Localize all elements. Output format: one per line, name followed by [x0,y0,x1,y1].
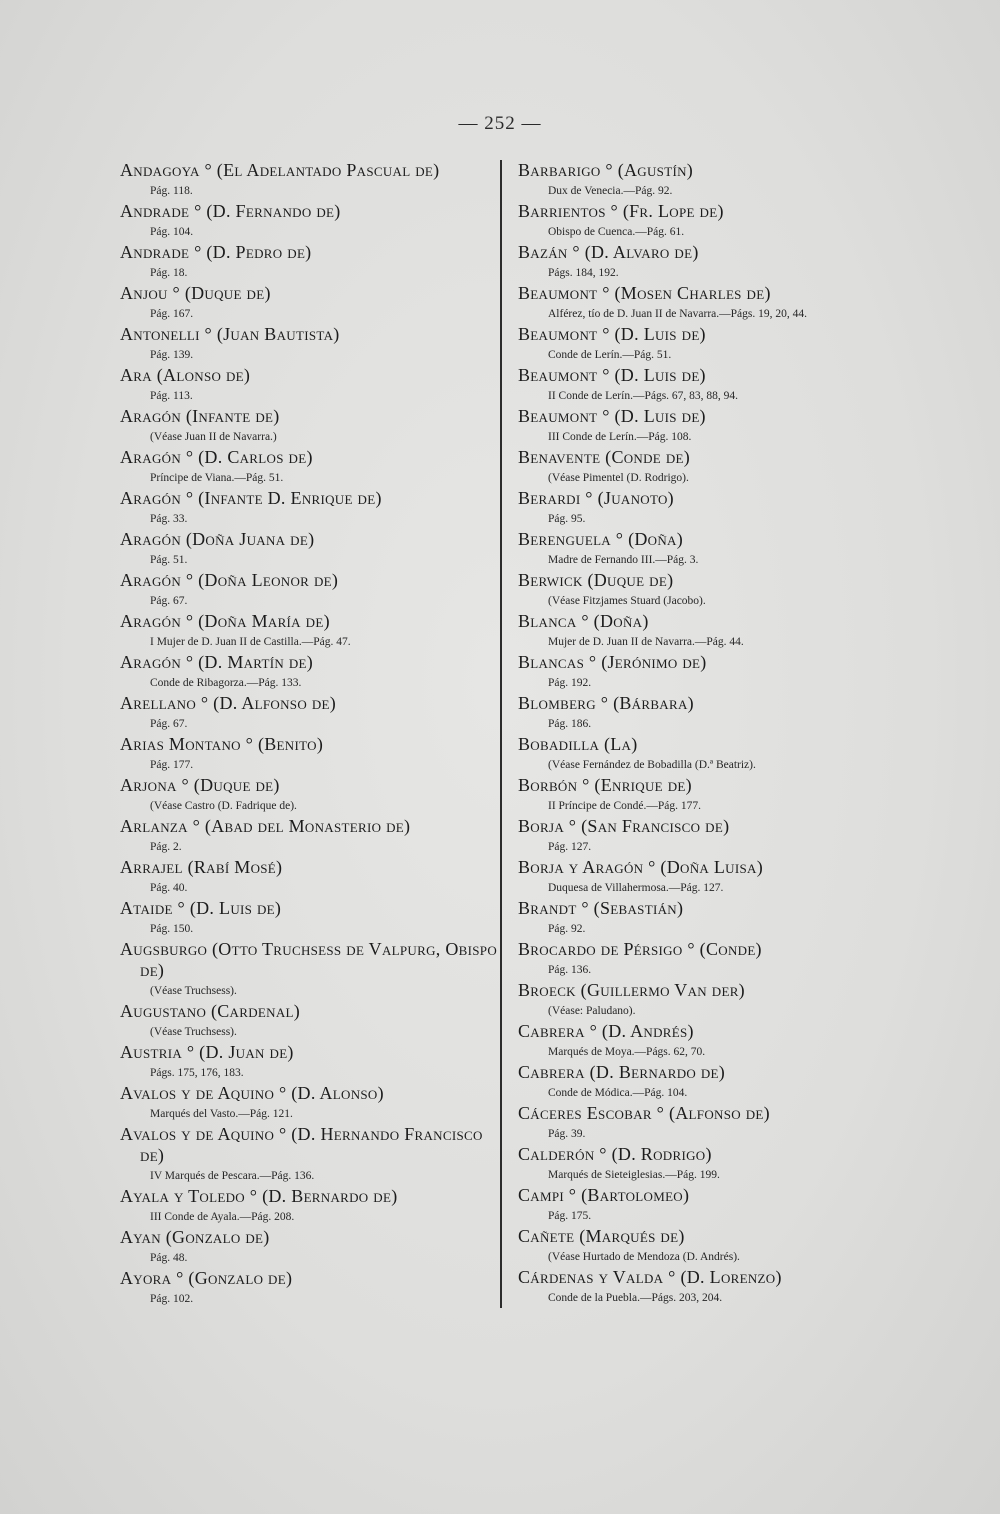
index-entry-heading: Beaumont ° (D. Luis de) [518,365,706,385]
index-entry [120,570,500,611]
index-entry [120,201,500,242]
index-entry [120,406,500,447]
index-entry-heading: Aragón (Doña Juana de) [120,529,315,549]
index-entry [518,447,918,488]
index-entry [120,1083,500,1124]
index-entry-reference: Pág. 167. [150,308,194,320]
index-entry [120,775,500,816]
index-entry [518,365,918,406]
index-entry-heading: Andrade ° (D. Pedro de) [120,242,312,262]
index-entry-reference: III Conde de Ayala.—Pág. 208. [150,1211,295,1223]
index-entry-heading: Cabrera ° (D. Andrés) [518,1021,694,1041]
index-entry-heading: Ayan (Gonzalo de) [120,1227,270,1247]
index-entry [120,529,500,570]
column-divider [500,160,502,1308]
index-entry-heading: Andrade ° (D. Fernando de) [120,201,341,221]
index-entry-heading: Borja y Aragón ° (Doña Luisa) [518,857,764,877]
index-entry-reference: Pág. 104. [150,226,194,238]
index-entry-reference: Pág. 177. [150,759,194,771]
index-entry-reference: Duquesa de Villahermosa.—Pág. 127. [548,882,724,894]
index-entry-reference: Madre de Fernando III.—Pág. 3. [548,554,699,566]
index-entry [518,529,918,570]
index-entry [518,324,918,365]
index-entry-reference: Alférez, tío de D. Juan II de Navarra.—Págs. 19, 20, 44. [548,308,807,320]
index-entry-reference: Marqués del Vasto.—Pág. 121. [150,1108,293,1120]
index-entry-heading: Augustano (Cardenal) [120,1001,301,1021]
index-entry [518,1021,918,1062]
index-entry [120,816,500,857]
index-column-left [120,160,500,1309]
index-entry-heading: Andagoya ° (El Adelantado Pascual de) [120,160,440,180]
index-entry-heading: Ara (Alonso de) [120,365,251,385]
index-entry-reference: Pág. 92. [548,923,586,935]
index-entry-reference: Marqués de Sieteiglesias.—Pág. 199. [548,1169,720,1181]
index-entry-reference: Conde de Ribagorza.—Pág. 133. [150,677,302,689]
index-entry-heading: Arjona ° (Duque de) [120,775,280,795]
index-entry [518,857,918,898]
index-entry [120,160,500,201]
page-number: — 252 — [458,113,542,134]
index-entry [518,1185,918,1226]
index-entry-reference: Pág. 102. [150,1293,194,1305]
index-entry-heading: Cárdenas y Valda ° (D. Lorenzo) [518,1267,782,1287]
index-entry-heading: Blomberg ° (Bárbara) [518,693,694,713]
index-entry [518,160,918,201]
index-entry-reference: (Véase Juan II de Navarra.) [150,431,277,443]
index-entry-heading: Ayala y Toledo ° (D. Bernardo de) [120,1186,398,1206]
index-entry-heading: Avalos y de Aquino ° (D. Alonso) [120,1083,384,1103]
index-entry-reference: II Príncipe de Condé.—Pág. 177. [548,800,701,812]
index-entry-heading: Benavente (Conde de) [518,447,691,467]
index-entry-reference: Conde de Módica.—Pág. 104. [548,1087,688,1099]
index-entry-heading: Aragón ° (D. Martín de) [120,652,314,672]
index-entry-reference: (Véase Castro (D. Fadrique de). [150,800,297,812]
index-entry-reference: IV Marqués de Pescara.—Pág. 136. [150,1170,315,1182]
index-entry-heading: Barbarigo ° (Agustín) [518,160,694,180]
index-entry-heading: Blanca ° (Doña) [518,611,649,631]
index-entry-heading: Bazán ° (D. Alvaro de) [518,242,699,262]
index-entry-heading: Anjou ° (Duque de) [120,283,271,303]
index-entry-heading: Ataide ° (D. Luis de) [120,898,282,918]
index-entry [518,898,918,939]
index-entry [120,898,500,939]
index-entry-reference: (Véase: Paludano). [548,1005,636,1017]
index-entry-reference: Pág. 33. [150,513,188,525]
index-entry [518,775,918,816]
index-entry-heading: Cabrera (D. Bernardo de) [518,1062,726,1082]
index-entry-heading: Ayora ° (Gonzalo de) [120,1268,293,1288]
index-entry [518,1144,918,1185]
index-column-right [518,160,918,1308]
index-entry [518,570,918,611]
index-entry-reference: Pág. 40. [150,882,188,894]
index-entry [120,324,500,365]
index-entry [120,488,500,529]
index-entry-reference: Pág. 18. [150,267,188,279]
index-entry [518,1226,918,1267]
index-entry-heading: Calderón ° (D. Rodrigo) [518,1144,712,1164]
index-entry-reference: Pág. 67. [150,595,188,607]
index-entry-heading: Broeck (Guillermo Van der) [518,980,745,1000]
index-entry [120,939,500,1001]
index-entry [120,734,500,775]
index-entry-reference: Pág. 48. [150,1252,188,1264]
index-entry-reference: Pág. 51. [150,554,188,566]
index-entry [120,611,500,652]
index-entry-heading: Arias Montano ° (Benito) [120,734,324,754]
index-entry-heading: Blancas ° (Jerónimo de) [518,652,707,672]
index-entry [518,816,918,857]
index-entry [518,693,918,734]
index-entry-heading: Cañete (Marqués de) [518,1226,685,1246]
index-entry-reference: Pág. 67. [150,718,188,730]
index-entry [120,365,500,406]
index-entry-reference: Pág. 186. [548,718,592,730]
index-entry-reference: II Conde de Lerín.—Págs. 67, 83, 88, 94. [548,390,739,402]
index-entry-heading: Campi ° (Bartolomeo) [518,1185,690,1205]
index-entry [518,652,918,693]
index-entry-reference: Pág. 118. [150,185,193,197]
index-entry-reference: Pág. 139. [150,349,194,361]
index-entry-reference: Pág. 113. [150,390,193,402]
index-entry [120,1186,500,1227]
index-entry-reference: Pág. 136. [548,964,592,976]
index-entry-heading: Beaumont ° (D. Luis de) [518,324,706,344]
index-entry-reference: (Véase Fitzjames Stuard (Jacobo). [548,595,706,607]
index-entry-heading: Aragón ° (Doña Leonor de) [120,570,339,590]
index-entry [120,242,500,283]
index-entry-reference: Pág. 95. [548,513,586,525]
index-entry-reference: Pág. 192. [548,677,592,689]
index-entry-heading: Aragón ° (Infante D. Enrique de) [120,488,382,508]
index-entry-reference: Pág. 175. [548,1210,592,1222]
index-entry-heading: Arrajel (Rabí Mosé) [120,857,283,877]
index-entry-heading: Bobadilla (La) [518,734,638,754]
index-entry-reference: Mujer de D. Juan II de Navarra.—Pág. 44. [548,636,744,648]
index-entry-reference: (Véase Pimentel (D. Rodrigo). [548,472,689,484]
index-entry [120,857,500,898]
index-entry [518,488,918,529]
index-entry [120,1042,500,1083]
index-entry-reference: (Véase Hurtado de Mendoza (D. Andrés). [548,1251,740,1263]
index-entry [120,1268,500,1309]
index-entry-heading: Augsburgo (Otto Truchsess de Valpurg, Obispo de) [120,939,498,980]
index-entry [120,693,500,734]
index-entry [518,1267,918,1308]
index-entry [120,283,500,324]
index-entry-reference: Págs. 175, 176, 183. [150,1067,244,1079]
index-entry-heading: Barrientos ° (Fr. Lope de) [518,201,724,221]
index-entry [518,980,918,1021]
index-entry-heading: Berardi ° (Juanoto) [518,488,674,508]
index-entry-heading: Antonelli ° (Juan Bautista) [120,324,340,344]
index-entry-heading: Avalos y de Aquino ° (D. Hernando Francisco de) [120,1124,483,1165]
index-entry [518,734,918,775]
index-entry-reference: Pág. 2. [150,841,182,853]
index-entry [120,447,500,488]
index-entry-reference: Pág. 127. [548,841,592,853]
index-entry-heading: Brandt ° (Sebastián) [518,898,684,918]
index-entry-reference: (Véase Fernández de Bobadilla (D.ª Beatriz). [548,759,756,771]
index-entry-reference: (Véase Truchsess). [150,1026,237,1038]
index-entry-reference: Dux de Venecia.—Pág. 92. [548,185,673,197]
index-entry-reference: Pág. 39. [548,1128,586,1140]
index-entry-reference: Pág. 150. [150,923,194,935]
index-entry-heading: Cáceres Escobar ° (Alfonso de) [518,1103,770,1123]
index-entry-reference: (Véase Truchsess). [150,985,237,997]
index-entry-heading: Brocardo de Pérsigo ° (Conde) [518,939,762,959]
index-entry [120,1124,500,1186]
index-entry-heading: Arlanza ° (Abad del Monasterio de) [120,816,411,836]
index-entry [518,406,918,447]
index-entry-reference: III Conde de Lerín.—Pág. 108. [548,431,692,443]
index-entry-heading: Austria ° (D. Juan de) [120,1042,294,1062]
index-entry-heading: Borja ° (San Francisco de) [518,816,730,836]
index-entry-heading: Arellano ° (D. Alfonso de) [120,693,337,713]
index-entry [518,283,918,324]
index-entry [120,652,500,693]
index-entry-heading: Berwick (Duque de) [518,570,674,590]
index-entry [120,1227,500,1268]
index-entry [518,201,918,242]
index-entry [518,611,918,652]
index-entry-reference: Marqués de Moya.—Págs. 62, 70. [548,1046,706,1058]
index-entry-heading: Aragón (Infante de) [120,406,280,426]
index-entry [518,242,918,283]
index-entry-heading: Aragón ° (Doña María de) [120,611,330,631]
index-entry-reference: I Mujer de D. Juan II de Castilla.—Pág. 47. [150,636,351,648]
index-entry [518,1062,918,1103]
index-entry [120,1001,500,1042]
index-entry [518,1103,918,1144]
index-entry-reference: Conde de la Puebla.—Págs. 203, 204. [548,1292,723,1304]
index-entry-reference: Obispo de Cuenca.—Pág. 61. [548,226,685,238]
index-entry-reference: Príncipe de Viana.—Pág. 51. [150,472,284,484]
index-entry-heading: Beaumont ° (D. Luis de) [518,406,706,426]
index-entry-reference: Conde de Lerín.—Pág. 51. [548,349,672,361]
index-entry [518,939,918,980]
index-entry-heading: Borbón ° (Enrique de) [518,775,692,795]
index-entry-heading: Beaumont ° (Mosen Charles de) [518,283,771,303]
index-entry-reference: Págs. 184, 192. [548,267,619,279]
index-entry-heading: Berenguela ° (Doña) [518,529,684,549]
index-entry-heading: Aragón ° (D. Carlos de) [120,447,313,467]
